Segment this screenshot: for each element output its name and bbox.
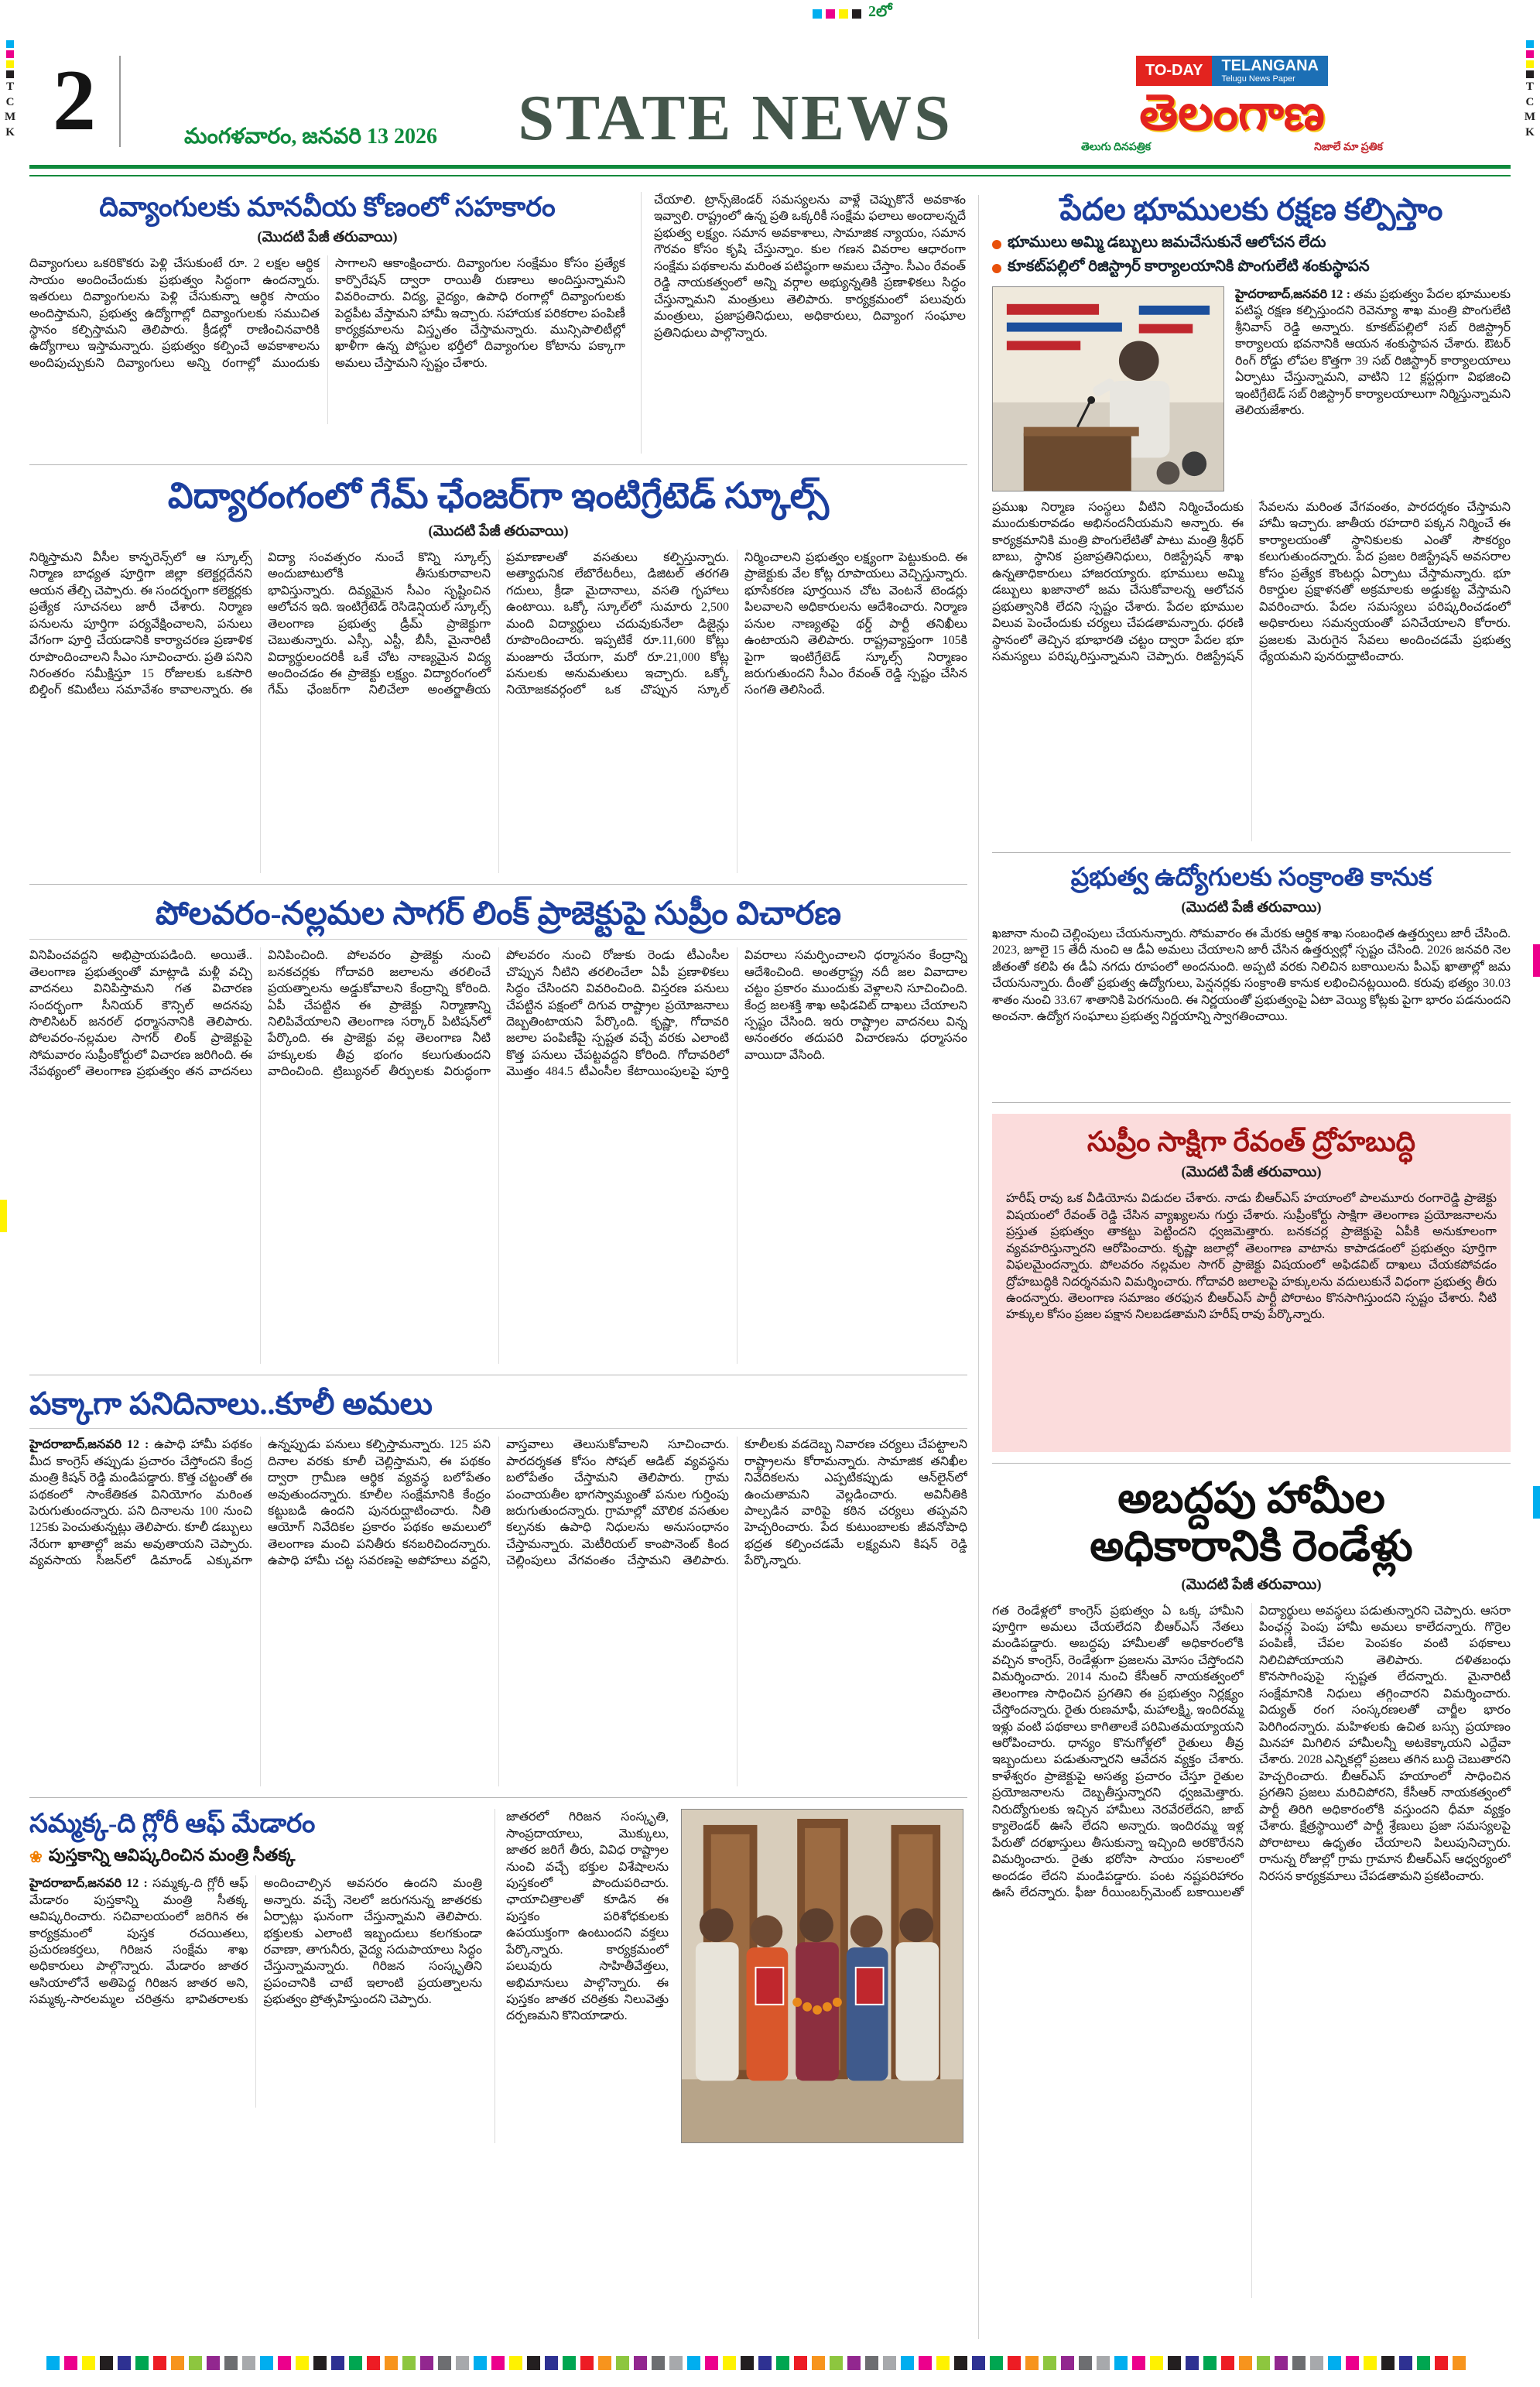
article-integrated-schools bbox=[29, 476, 967, 873]
article-body-side: జాతరలో గిరిజన సంస్కృతి, సాంప్రదాయాలు, మొక్కులు, జాతర జరిగే తీరు, వివిధ రాష్ట్రాల నుంచి వచ్చే భక్తుల విశేషాలను పుస్తకంలో పొందుపరిచారు. ఛాయాచిత్రాలతో కూడిన ఈ పుస్తకం పరిశోధకులకు ఉపయుక్తంగా ఉంటుందని వక్తలు పేర్కొన్నారు. కార్యక్రమంలో పలువురు సాహితీవేత్తలు, అభిమానులు పాల్గొన్నారు. ఈ పుస్తకం జాతర చరిత్రకు నిలువెత్తు దర్పణమని కొనియాడారు. bbox=[495, 1809, 669, 2143]
page-number: 2 bbox=[46, 56, 121, 147]
yellow-registration-square-icon bbox=[839, 9, 848, 19]
left-column-zone bbox=[29, 192, 967, 2143]
continuation-note: (మొదటి పేజీ తరువాయి) bbox=[257, 229, 398, 246]
logo-badge-telangana bbox=[1212, 56, 1328, 86]
edge-letter: C bbox=[5, 95, 15, 108]
edge-letter: M bbox=[1524, 111, 1535, 123]
highlight-bullets bbox=[992, 234, 1511, 279]
article-headline: విద్యారంగంలో గేమ్ ఛేంజర్‌గా ఇంటిగ్రేటెడ్ స్కూల్స్ bbox=[167, 476, 830, 515]
continuation-note: (మొదటి పేజీ తరువాయి) bbox=[1181, 1164, 1322, 1181]
article-body: ఖజానా నుంచి చెల్లింపులు చేయనున్నారు. సోమవారం ఈ మేరకు ఆర్థిక శాఖ సంబంధిత ఉత్తర్వులు జారీ చేసింది. 2023, జూలై 15 తేదీ నుంచి ఆ డీఏ అమలు చేయాలని జారీ చేసిన ఉత్తర్వుల్లో స్పష్టం చేసింది. 2026 జనవరి నెల జీతంతో కలిపి ఈ డీఏ నగదు రూపంలో అందనుంది. అప్పటి వరకు నిలిచిన బకాయిలను పీఎఫ్ ఖాతాల్లో జమ చేయనున్నారు. దీంతో ప్రభుత్వ ఉద్యోగులు, పెన్షనర్లకు సంక్రాంతి కానుక లభించినట్లయింది. కరువు భత్యం 30.03 శాతం నుంచి 33.67 శాతానికి పెరగనుంది. ఈ నిర్ణయంతో ప్రభుత్వంపై ఏటా వెయ్యి కోట్లకు పైగా భారం పడనుందని అంచనా. ఉద్యోగ సంఘాలు ప్రభుత్వ నిర్ణయాన్ని స్వాగతించాయి. bbox=[992, 926, 1511, 1024]
article-body-text: సమ్మక్క-ది గ్లోరీ ఆఫ్ మేడారం పుస్తకాన్ని మంత్రి సీతక్క ఆవిష్కరించారు. సచివాలయంలో జరిగిన ఈ కార్యక్రమంలో పుస్తక రచయితలు, ప్రచురణకర్తలు, గిరిజన సంక్షేమ శాఖ అధికారులు పాల్గొన్నారు. మేడారం జాతర ఆసియాలోనే అతిపెద్ద గిరిజన జాతర అని, సమ్మక్క-సారలమ్మల చరిత్రను భావితరాలకు అందించాల్సిన అవసరం ఉందని మంత్రి అన్నారు. వచ్చే నెలలో జరుగనున్న జాతరకు ఏర్పాట్లు ఘనంగా చేస్తున్నామని తెలిపారు. భక్తులకు ఎలాంటి ఇబ్బందులు కలగకుండా రవాణా, తాగునీరు, వైద్య సదుపాయాలు సిద్ధం చేస్తున్నామన్నారు. గిరిజన సంస్కృతిని ప్రపంచానికి చాటే ఇలాంటి ప్రయత్నాలను ప్రభుత్వం ప్రోత్సహిస్తుందని చెప్పారు. bbox=[29, 1877, 482, 2007]
article-upadhi-hami bbox=[29, 1386, 967, 1786]
section-divider bbox=[992, 852, 1511, 853]
logo-badge-today: TO-DAY bbox=[1136, 56, 1212, 86]
yellow-registration-square-icon bbox=[1526, 60, 1534, 68]
masthead-name: తెలంగాణ bbox=[1139, 85, 1325, 140]
edge-letter: M bbox=[5, 111, 16, 123]
logo-badge-telangana-text: TELANGANA bbox=[1221, 57, 1319, 74]
edge-letter: C bbox=[1525, 95, 1535, 108]
article-subhead bbox=[29, 1845, 482, 1869]
continuation-note: (మొదటి పేజీ తరువాయి) bbox=[1181, 1576, 1322, 1593]
logo-badge-subtext: Telugu News Paper bbox=[1221, 74, 1295, 84]
article-abaddapu-hamilu bbox=[992, 1474, 1511, 2297]
article-subhead-text: పుస్తకాన్ని ఆవిష్కరించిన మంత్రి సీతక్క bbox=[48, 1845, 296, 1865]
page-title: STATE NEWS bbox=[518, 82, 953, 154]
section-divider bbox=[29, 884, 967, 885]
section-divider bbox=[29, 1797, 967, 1798]
article-body: నిర్మిస్తామని వీసీల కాన్ఫరెన్స్‌లో ఆ స్కూల్స్ నిర్మాణ బాధ్యత పూర్తిగా జిల్లా కలెక్టర్లదేనని ఆయన తేల్చి చెప్పారు. ఈ సందర్భంగా కలెక్టర్లకు ప్రత్యేక సూచనలు జారీ చేశారు. నిర్మాణ పనులను పూర్తిగా పర్యవేక్షించాలని, పనులు వేగంగా పూర్తి చేయడానికి కార్యాచరణ ప్రణాళిక రూపొందించాలని సీఎం సూచించారు. ప్రతి పనిని నిరంతరం సమీక్షిస్తూ 15 రోజులకు ఒకసారి బిల్డింగ్ కమిటీలు సమావేశం కావాలన్నారు. ఈ విద్యా సంవత్సరం నుంచే కొన్ని స్కూల్స్ అందుబాటులోకి తీసుకురావాలని భావిస్తున్నారు. దివ్యమైన సీఎం సృష్టించిన ఆలోచన ఇది. ఇంటిగ్రేటెడ్ రెసిడెన్షియల్ స్కూల్స్ తెలంగాణ ప్రభుత్వ డ్రీమ్ ప్రాజెక్టుగా చెబుతున్నారు. ఎస్సీ, ఎస్టీ, బీసీ, మైనారిటీ విద్యార్థులందరికీ ఒకే చోట నాణ్యమైన విద్య అందించడం ఈ ప్రాజెక్టు లక్ష్యం. విద్యారంగంలో గేమ్ ఛేంజర్‌గా నిలిచేలా అంతర్జాతీయ ప్రమాణాలతో వసతులు కల్పిస్తున్నారు. అత్యాధునిక లేబొరేటరీలు, డిజిటల్ తరగతి గదులు, క్రీడా మైదానాలు, వసతి గృహాలు ఉంటాయి. ఒక్కో స్కూల్‌లో సుమారు 2,500 మంది విద్యార్థులు చదువుకునేలా డిజైన్లు రూపొందించారు. ఇప్పటికే రూ.11,600 కోట్లు మంజూరు చేయగా, మరో రూ.21,000 కోట్ల పనులకు అనుమతులు ఇచ్చారు. ఒక్కో నియోజకవర్గంలో ఒక చొప్పున స్కూల్ నిర్మించాలని ప్రభుత్వం లక్ష్యంగా పెట్టుకుంది. ఈ ప్రాజెక్టుకు వేల కోట్ల రూపాయలు వెచ్చిస్తున్నారు. భూసేకరణ పూర్తయిన చోట వెంటనే టెండర్లు పిలవాలని అధికారులను ఆదేశించారు. నిర్మాణ పనుల నాణ్యతపై థర్డ్ పార్టీ తనిఖీలు ఉంటాయని తెలిపారు. రాష్ట్రవ్యాప్తంగా 105కి పైగా ఇంటిగ్రేటెడ్ స్కూల్స్ నిర్మాణం జరుగుతుందని సీఎం రేవంత్ రెడ్డి స్పష్టం చేసిన సంగతి తెలిసిందే. bbox=[29, 550, 967, 697]
continuation-note: (మొదటి పేజీ తరువాయి) bbox=[1181, 899, 1322, 916]
continuation-note: (మొదటి పేజీ తరువాయి) bbox=[428, 522, 569, 539]
article-headline: ప్రభుత్వ ఉద్యోగులకు సంక్రాంతి కానుక bbox=[1070, 864, 1432, 892]
zone-divider bbox=[978, 195, 979, 2339]
top-mark-label: 2లో bbox=[868, 3, 892, 20]
article-lead bbox=[1235, 286, 1511, 491]
dateline: హైదరాబాద్,జనవరి 12 : bbox=[29, 1438, 149, 1452]
magenta-edge-patch bbox=[1533, 944, 1540, 977]
article-body-side: చేయాలి. ట్రాన్స్‌జెండర్ సమస్యలను వాళ్లే చెప్పుకొనే అవకాశం ఇవ్వాలి. రాష్ట్రంలో ఉన్న ప్రతి ఒక్కరికీ సంక్షేమ ఫలాలు అందాలన్నదే ప్రభుత్వ లక్ష్యం. సమాన అవకాశాలు, సామాజిక న్యాయం, సమాన గౌరవం కోసం కృషి చేస్తున్నాం. కుల గణన వివరాల ఆధారంగా సంక్షేమ పథకాలను మరింత పటిష్ఠంగా అమలు చేస్తాం. సీఎం రేవంత్ రెడ్డి నాయకత్వంలో అన్ని వర్గాల అభ్యున్నతికి ప్రణాళికలు సిద్ధం చేస్తున్నామని మంత్రులు తెలిపారు. కార్యక్రమంలో పలువురు మంత్రులు, ప్రజాప్రతినిధులు, అధికారులు, దివ్యాంగ సంఘాల ప్రతినిధులు పాల్గొన్నారు. bbox=[641, 192, 966, 454]
cyan-registration-square-icon bbox=[1526, 40, 1534, 48]
article-supreme-sakshi bbox=[992, 1114, 1511, 1452]
article-body bbox=[29, 1875, 482, 2108]
right-column-zone bbox=[992, 192, 1511, 2298]
article-headline: సమ్మక్క-ది గ్లోరీ ఆఫ్ మేడారం bbox=[29, 1810, 316, 1839]
black-registration-square-icon bbox=[1526, 70, 1534, 78]
section-divider bbox=[29, 464, 967, 465]
masthead-tagline-right: నిజాలే మా ప్రతిక bbox=[1314, 142, 1383, 154]
article-lead-text: తమ ప్రభుత్వం పేదల భూములకు పటిష్ఠ రక్షణ కల్పిస్తుందని రెవెన్యూ శాఖ మంత్రి పొంగులేటి శ్రీనివాస్ రెడ్డి అన్నారు. కూకట్‌పల్లిలో సబ్ రిజిస్ట్రార్ కార్యాలయ భవనానికి ఆయన శంకుస్థాపన చేశారు. ఔటర్ రింగ్ రోడ్డు లోపల కొత్తగా 39 సబ్ రిజిస్ట్రార్ కార్యాలయాలు ఏర్పాటు చేస్తున్నామని, వాటిని 12 క్లస్టర్లుగా విభజించి ఇంటిగ్రేటెడ్ సబ్ రిజిస్ట్రార్ కార్యాలయాలుగా నిర్మిస్తున్నామని తెలియజేశారు. bbox=[1235, 288, 1511, 418]
magenta-registration-square-icon bbox=[1526, 50, 1534, 58]
article-divyangula-sahakaram bbox=[29, 192, 967, 454]
article-body bbox=[29, 1437, 967, 1786]
edge-letter: K bbox=[5, 125, 15, 139]
minister-podium-photo bbox=[992, 286, 1224, 491]
article-headline: సుప్రీం సాక్షిగా రేవంత్ ద్రోహబుద్ధి bbox=[1087, 1125, 1416, 1157]
section-divider bbox=[992, 1102, 1511, 1103]
article-polavaram-supreme bbox=[29, 896, 967, 1364]
cyan-registration-square-icon bbox=[813, 9, 822, 19]
cyan-registration-square-icon bbox=[6, 40, 14, 48]
newspaper-logo bbox=[1081, 56, 1383, 156]
highlight-bullet bbox=[992, 258, 1511, 279]
issue-date: మంగళవారం, జనవరి 13 2026 bbox=[184, 125, 437, 149]
magenta-registration-square-icon bbox=[6, 50, 14, 58]
podium-photo-graphic bbox=[993, 287, 1223, 491]
page-header bbox=[29, 54, 1511, 169]
yellow-registration-square-icon bbox=[6, 60, 14, 68]
calibration-strip bbox=[46, 2356, 1494, 2370]
dateline: హైదరాబాద్,జనవరి 12 : bbox=[1235, 288, 1351, 301]
article-body: ప్రముఖ నిర్మాణ సంస్థలు వీటిని నిర్మించేందుకు ముందుకురావడం అభినందనీయమని అన్నారు. ఈ కార్యక్రమానికి మంత్రి పొంగులేటితో పాటు మంత్రి శ్రీధర్ బాబు, స్థానిక ప్రజాప్రతినిధులు, రిజిస్ట్రేషన్ శాఖ ఉన్నతాధికారులు హాజరయ్యారు. భూములు అమ్మి డబ్బులు ఖజానాలో జమ చేసుకోవాలన్న ఆలోచన ప్రభుత్వానికి లేదని స్పష్టం చేశారు. పేదల భూముల విలువ పెంచేందుకు చర్యలు చేపడతామన్నారు. ధరణి స్థానంలో తెచ్చిన భూభారతి చట్టం ద్వారా పేదల భూ సమస్యలు పరిష్కరిస్తున్నామని చెప్పారు. రిజిస్ట్రేషన్ సేవలను మరింత వేగవంతం, పారదర్శకం చేస్తామని హామీ ఇచ్చారు. జాతీయ రహదారి పక్కన నిర్మించే ఈ కార్యాలయంతో స్థానికులకు ఎంతో సౌకర్యం కలుగుతుందన్నారు. పేద ప్రజల రిజిస్ట్రేషన్ అవసరాల కోసం ప్రత్యేక కౌంటర్లు ఏర్పాటు చేస్తామన్నారు. భూ రికార్డుల ప్రక్షాళనతో అక్రమాలకు అడ్డుకట్ట వేస్తామని వివరించారు. పేదల సమస్యలు పరిష్కరించడంలో అధికారులు సమన్వయంతో పనిచేయాలని కోరారు. ప్రజలకు మెరుగైన సేవలు అందించడమే ప్రభుత్వ ధ్యేయమని పునరుద్ఘాటించారు. bbox=[992, 501, 1511, 663]
black-registration-square-icon bbox=[852, 9, 861, 19]
left-edge-print-mark bbox=[5, 40, 15, 139]
edge-letter: T bbox=[6, 80, 15, 93]
article-sankranti-kanuka bbox=[992, 864, 1511, 1091]
header-rule bbox=[29, 175, 1511, 176]
article-body: వినిపించవద్దని అభిప్రాయపడింది. అయితే.. తెలంగాణ ప్రభుత్వంతో మాట్లాడి మళ్లీ వచ్చి వాదనలు వినిపిస్తామని గత విచారణ సందర్భంగా సీనియర్ కౌన్సిల్ అదనపు సొలిసిటర్ జనరల్ ధర్మాసనానికి తెలిపారు. పోలవరం-నల్లమల సాగర్ లింక్ ప్రాజెక్టుపై సోమవారం సుప్రీంకోర్టులో విచారణ జరిగింది. ఈ నేపథ్యంలో తెలంగాణ ప్రభుత్వం తన వాదనలు వినిపించింది. పోలవరం ప్రాజెక్టు నుంచి బనకచర్లకు గోదావరి జలాలను తరలించే ప్రయత్నాలను అడ్డుకోవాలని కేంద్రాన్ని కోరింది. ఏపీ చేపట్టిన ఈ ప్రాజెక్టు నిర్మాణాన్ని నిలిపివేయాలని తెలంగాణ సర్కార్ పిటిషన్‌లో పేర్కొంది. ఈ ప్రాజెక్టు వల్ల తెలంగాణ నీటి హక్కులకు తీవ్ర భంగం కలుగుతుందని వాదించింది. ట్రిబ్యునల్ తీర్పులకు విరుద్ధంగా పోలవరం నుంచి రోజుకు రెండు టీఎంసీల చొప్పున నీటిని తరలించేలా ఏపీ ప్రణాళికలు సిద్ధం చేసిందని వివరించింది. విస్తరణ పనులు చేపట్టిన పక్షంలో దిగువ రాష్ట్రాల ప్రయోజనాలు దెబ్బతింటాయని పేర్కొంది. కృష్ణా, గోదావరి జలాల పంపిణీపై స్పష్టత వచ్చే వరకు ఎలాంటి కొత్త పనులు చేపట్టవద్దని కోరింది. గోదావరిలో మొత్తం 484.5 టీఎంసీల కేటాయింపులపై పూర్తి వివరాలు సమర్పించాలని ధర్మాసనం కేంద్రాన్ని ఆదేశించింది. అంతర్రాష్ట్ర నదీ జల వివాదాల చట్టం ప్రకారం ముందుకు వెళ్లాలని సూచించింది. కేంద్ర జలశక్తి శాఖ అఫిడవిట్ దాఖలు చేయాలని స్పష్టం చేసింది. ఇరు రాష్ట్రాల వాదనలు విన్న అనంతరం తదుపరి విచారణను ధర్మాసనం వాయిదా వేసింది. bbox=[29, 949, 967, 1079]
bullet-dot-icon bbox=[992, 240, 1001, 249]
cyan-edge-patch bbox=[1533, 1486, 1540, 1519]
black-registration-square-icon bbox=[6, 70, 14, 78]
article-headline-line2: అధికారానికి రెండేళ్లు bbox=[1090, 1522, 1413, 1570]
bullet-dot-icon bbox=[992, 264, 1001, 273]
highlight-bullet bbox=[992, 234, 1511, 255]
flower-bullet-icon: ❀ bbox=[29, 1849, 43, 1867]
top-print-mark bbox=[813, 3, 892, 24]
bullet-text: భూములు అమ్మి డబ్బులు జమచేసుకునే ఆలోచన లేదు bbox=[1008, 234, 1326, 251]
bullet-text: కూకట్‌పల్లిలో రిజిస్ట్రార్ కార్యాలయానికి పొంగులేటి శంకుస్థాపన bbox=[1008, 258, 1370, 275]
article-headline: పేదల భూములకు రక్షణ కల్పిస్తాం bbox=[1059, 192, 1443, 227]
article-body: గత రెండేళ్లలో కాంగ్రెస్ ప్రభుత్వం ఏ ఒక్క హామీని పూర్తిగా అమలు చేయలేదని బీఆర్ఎస్ నేతలు మండిపడ్డారు. అబద్ధపు హామీలతో అధికారంలోకి వచ్చిన కాంగ్రెస్, రెండేళ్లుగా ప్రజలను మోసం చేస్తోందని విమర్శించారు. 2014 నుంచి కేసీఆర్ నాయకత్వంలో తెలంగాణ సాధించిన ప్రగతిని ఈ ప్రభుత్వం నిర్లక్ష్యం చేస్తోందన్నారు. రైతు రుణమాఫీ, మహాలక్ష్మి, ఇందిరమ్మ ఇళ్లు వంటి పథకాలు కాగితాలకే పరిమితమయ్యాయని ఆరోపించారు. ధాన్యం కొనుగోళ్లలో రైతులు తీవ్ర ఇబ్బందులు పడుతున్నారని ఆవేదన వ్యక్తం చేశారు. కాళేశ్వరం ప్రాజెక్టుపై అసత్య ప్రచారం చేస్తూ రైతుల ప్రయోజనాలను దెబ్బతీస్తున్నారని ధ్వజమెత్తారు. నిరుద్యోగులకు ఇచ్చిన హామీలు నెరవేరలేదని, జాబ్ క్యాలెండర్ ఊసే లేదని అన్నారు. ఇందిరమ్మ ఇళ్ల పేరుతో దరఖాస్తులు తీసుకున్నా ఇచ్చింది అరకొరేనని విమర్శించారు. రైతు భరోసా సాయం సకాలంలో అందడం లేదని మండిపడ్డారు. పంట నష్టపరిహారం ఊసే లేదన్నారు. ఫీజు రీయింబర్స్‌మెంట్ బకాయిలతో విద్యార్థులు అవస్థలు పడుతున్నారని చెప్పారు. ఆసరా పింఛన్ల పెంపు హామీ అమలు కాలేదన్నారు. గొర్రెల పంపిణీ, చేపల పెంపకం వంటి పథకాలు నిలిచిపోయాయని తెలిపారు. దళితబంధు కొనసాగింపుపై స్పష్టత లేదన్నారు. మైనారిటీ సంక్షేమానికి నిధులు తగ్గించారని విమర్శించారు. విద్యుత్ రంగ సంస్కరణలతో చార్జీల భారం పెరిగిందన్నారు. మహిళలకు ఉచిత బస్సు ప్రయాణం మినహా మిగిలిన హామీలన్నీ అటకెక్కాయని ఎద్దేవా చేశారు. 2028 ఎన్నికల్లో ప్రజలు తగిన బుద్ధి చెబుతారని హెచ్చరించారు. బీఆర్ఎస్ హయాంలో సాధించిన ప్రగతిని ప్రజలు మరిచిపోరని, కేసీఆర్ నాయకత్వంలో పార్టీ తిరిగి అధికారంలోకి వస్తుందని ధీమా వ్యక్తం చేశారు. క్షేత్రస్థాయిలో పార్టీ శ్రేణులు ప్రజా సమస్యలపై పోరాటాలు ఉధృతం చేయాలని పిలుపునిచ్చారు. రానున్న రోజుల్లో గ్రామ గ్రామాన బీఆర్ఎస్ ఆధ్వర్యంలో నిరసన కార్యక్రమాలు చేపడతామని ప్రకటించారు. bbox=[992, 1604, 1511, 1899]
masthead-tagline-left: తెలుగు దినపత్రిక bbox=[1081, 142, 1152, 154]
magenta-registration-square-icon bbox=[826, 9, 835, 19]
yellow-edge-patch bbox=[0, 1200, 7, 1232]
article-headline-line1: అబద్దపు హామీల bbox=[1117, 1474, 1385, 1522]
article-body-text: ఉపాధి హామీ పథకం మీద కాంగ్రెస్ తప్పుడు ప్రచారం చేస్తోందని కేంద్ర మంత్రి కిషన్ రెడ్డి మండిపడ్డారు. కొత్త చట్టంతో ఈ పథకంలో సాంకేతికత వినియోగం మరింత పెరుగుతుందన్నారు. పని దినాలను 100 నుంచి 125కు పెంచుతున్నట్లు తెలిపారు. కూలీ డబ్బులు నేరుగా ఖాతాల్లో జమ అవుతాయని చెప్పారు. వ్యవసాయ సీజన్‌లో డిమాండ్ ఎక్కువగా ఉన్నప్పుడు పనులు కల్పిస్తామన్నారు. 125 పని దినాల వరకు కూలీ చెల్లిస్తామని, ఈ పథకం ద్వారా గ్రామీణ ఆర్థిక వ్యవస్థ బలోపేతం అవుతుందన్నారు. కూలీల సంక్షేమానికి కేంద్రం కట్టుబడి ఉందని పునరుద్ఘాటించారు. నీతి ఆయోగ్ నివేదికల ప్రకారం పథకం అమలులో తెలంగాణ మంచి పనితీరు కనబరిచిందన్నారు. ఉపాధి హామీ చట్ట సవరణపై అపోహలు వద్దని, వాస్తవాలు తెలుసుకోవాలని సూచించారు. పారదర్శకత కోసం సోషల్ ఆడిట్ వ్యవస్థను బలోపేతం చేస్తామని తెలిపారు. గ్రామ పంచాయతీల భాగస్వామ్యంతో పనుల గుర్తింపు జరుగుతుందన్నారు. గ్రామాల్లో మౌలిక వసతుల కల్పనకు ఉపాధి నిధులను అనుసంధానం చేస్తామన్నారు. మెటీరియల్ కాంపొనెంట్ కింద చెల్లింపులు వేగవంతం చేస్తామని తెలిపారు. కూలీలకు వడదెబ్బ నివారణ చర్యలు చేపట్టాలని రాష్ట్రాలను కోరామన్నారు. సామాజిక తనిఖీల నివేదికలను ఎప్పటికప్పుడు ఆన్‌లైన్‌లో ఉంచుతామని వెల్లడించారు. అవినీతికి పాల్పడిన వారిపై కఠిన చర్యలు తప్పవని హెచ్చరించారు. పేద కుటుంబాలకు జీవనోపాధి భద్రత కల్పించడమే లక్ష్యమని కిషన్ రెడ్డి పేర్కొన్నారు. bbox=[29, 1438, 967, 1568]
article-sammakka-book bbox=[29, 1809, 967, 2143]
article-headline: పక్కాగా పనిదినాలు..కూలీ అమలు bbox=[29, 1386, 967, 1429]
edge-letter: T bbox=[1525, 80, 1534, 93]
article-body: హరీష్ రావు ఒక వీడియోను విడుదల చేశారు. నాడు బీఆర్ఎస్ హయాంలో పాలమూరు రంగారెడ్డి ప్రాజెక్టు విషయంలో రేవంత్ రెడ్డి చేసిన వ్యాఖ్యలను గుర్తు చేశారు. సుప్రీంకోర్టు సాక్షిగా తెలంగాణ ప్రయోజనాలను ప్రస్తుత ప్రభుత్వం తాకట్టు పెట్టిందని ధ్వజమెత్తారు. బనకచర్ల ప్రాజెక్టుపై ఏపీకి అనుకూలంగా వ్యవహరిస్తున్నారని ఆరోపించారు. కృష్ణా జలాల్లో తెలంగాణ వాటాను కాపాడడంలో ప్రభుత్వం పూర్తిగా విఫలమైందన్నారు. పోలవరం నల్లమల సాగర్ ప్రాజెక్టు విషయంలో అఫిడవిట్ దాఖలు చేయకపోవడం ద్రోహబుద్ధికి నిదర్శనమని విమర్శించారు. గోదావరి జలాలపై హక్కులను వదులుకునే విధంగా ప్రభుత్వ తీరు ఉందన్నారు. తెలంగాణ సమాజం తరఫున బీఆర్ఎస్ పార్టీ పోరాటం కొనసాగిస్తుందని స్పష్టం చేశారు. నీటి హక్కుల కోసం ప్రజల పక్షాన నిలబడతామని హరీష్ రావు పేర్కొన్నారు. bbox=[1006, 1192, 1497, 1322]
book-launch-photo-graphic bbox=[682, 1810, 963, 2142]
right-edge-print-mark bbox=[1525, 40, 1535, 139]
article-pedala-bhoomulu bbox=[992, 192, 1511, 841]
section-divider bbox=[992, 1463, 1511, 1464]
edge-letter: K bbox=[1525, 125, 1535, 139]
book-launch-photo bbox=[681, 1809, 963, 2143]
article-body: దివ్యాంగులు ఒకరికొకరు పెళ్లి చేసుకుంటే రూ. 2 లక్షల ఆర్థిక సాయం అందించేందుకు ప్రభుత్వం సిద్ధంగా ఉందన్నారు. ఇతరులు దివ్యాంగులను పెళ్లి చేసుకున్నా ఆర్థిక సాయం అందిస్తామని, ప్రభుత్వ ఉద్యోగాల్లో దివ్యాంగులకు సముచిత స్థానం కల్పిస్తామని తెలిపారు. క్రీడల్లో రాణించినవారికి ఉద్యోగాలు ఇస్తామన్నారు. ప్రభుత్వం కల్పించే అవకాశాలను అందిపుచ్చుకుని దివ్యాంగులు అన్ని రంగాల్లో ముందుకు సాగాలని ఆకాంక్షించారు. దివ్యాంగుల సంక్షేమం కోసం ప్రత్యేక కార్పొరేషన్ ద్వారా రాయితీ రుణాలు అందిస్తున్నామని వివరించారు. విద్య, వైద్యం, ఉపాధి రంగాల్లో దివ్యాంగులకు పెద్దపీట వేస్తామని హామీ ఇచ్చారు. సహాయక పరికరాల పంపిణీ కార్యక్రమాలను విస్తృతం చేస్తామన్నారు. మున్సిపాలిటీల్లో ఖాళీగా ఉన్న పోస్టుల భర్తీలో దివ్యాంగుల కోటాను పక్కాగా అమలు చేస్తామని స్పష్టం చేశారు. bbox=[29, 257, 625, 370]
dateline: హైదరాబాద్,జనవరి 12 : bbox=[29, 1877, 148, 1891]
article-headline: పోలవరం-నల్లమల సాగర్ లింక్ ప్రాజెక్టుపై సుప్రీం విచారణ bbox=[29, 896, 967, 940]
article-headline: దివ్యాంగులకు మానవీయ కోణంలో సహకారం bbox=[99, 192, 556, 222]
